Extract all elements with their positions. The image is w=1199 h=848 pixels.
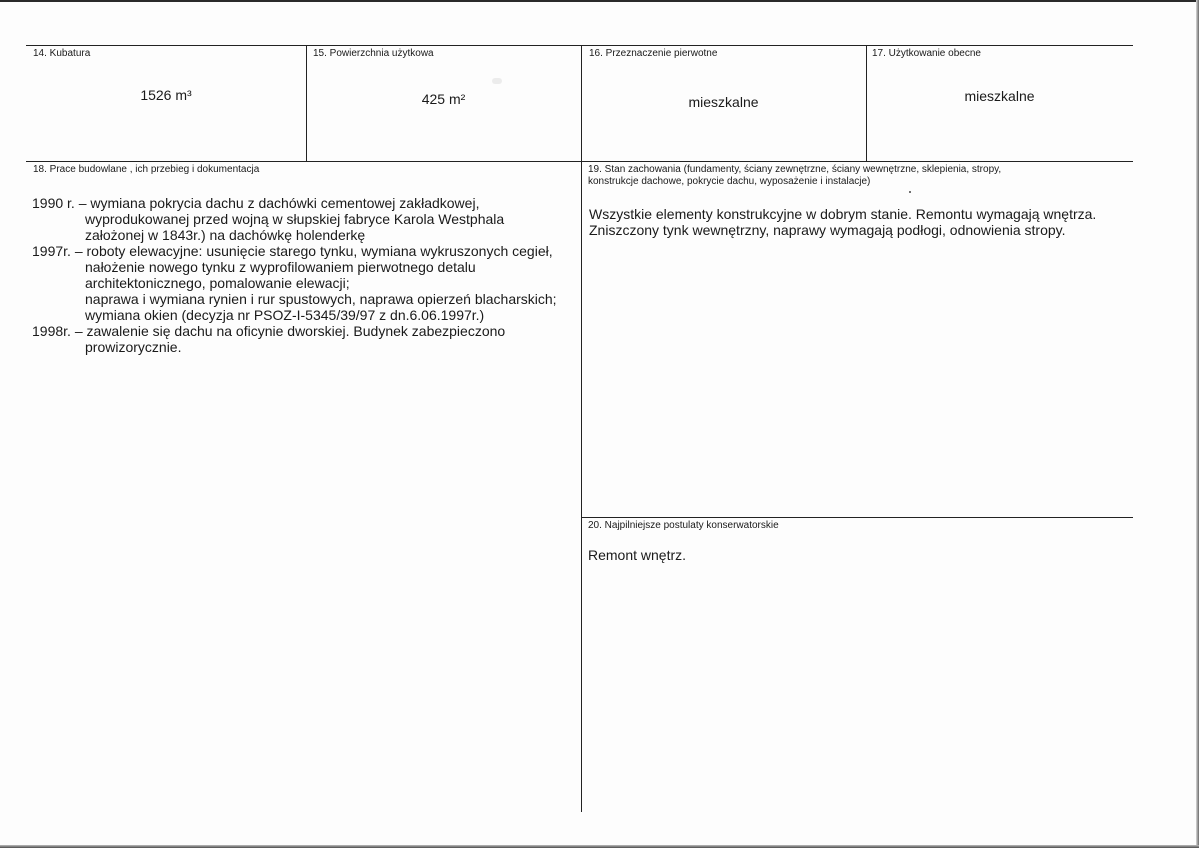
entry-line: nałożenie nowego tynku z wyprofilowaniem pierwotnego detalu	[85, 259, 476, 275]
entry-line: wyprodukowanej przed wojną w słupskiej fabryce Karola Westphala	[85, 211, 505, 227]
scan-edge-top	[0, 0, 1199, 2]
field-16-label: 16. Przeznaczenie pierwotne	[589, 48, 718, 59]
row-divider-top	[26, 161, 1133, 162]
scan-speck	[909, 191, 911, 193]
field-19-text	[589, 206, 1129, 238]
condition-line-2: Zniszczony tynk wewnętrzny, naprawy wymagają podłogi, odnowienia stropy.	[589, 222, 1066, 238]
field-18-label: 18. Prace budowlane , ich przebieg i dokumentacja	[33, 164, 260, 175]
entry-line: 1990 r. – wymiana pokrycia dachu z dachówki cementowej zakładkowej,	[32, 195, 480, 211]
work-entry-1990	[32, 195, 577, 243]
field-19-label-line-1: 19. Stan zachowania (fundamenty, ściany zewnętrzne, ściany wewnętrzne, sklepienia, stropy,	[588, 164, 1002, 175]
field-18-text	[32, 195, 577, 355]
scan-smudge	[492, 78, 502, 84]
field-17-value: mieszkalne	[964, 88, 1035, 104]
field-14-label: 14. Kubatura	[33, 48, 91, 59]
table-top-border	[26, 45, 1133, 46]
entry-line: 1997r. – roboty elewacyjne: usunięcie starego tynku, wymiana wykruszonych cegieł,	[32, 243, 553, 259]
field-19-label	[588, 164, 1001, 188]
condition-line-1: Wszystkie elementy konstrukcyjne w dobrym stanie. Remontu wymagają wnętrza.	[589, 206, 1097, 222]
entry-line: założonej w 1843r.) na dachówkę holenderkę	[85, 227, 366, 243]
entry-line: wymiana okien (decyzja nr PSOZ-I-5345/39/97 z dn.6.06.1997r.)	[85, 307, 485, 323]
entry-line: 1998r. – zawalenie się dachu na oficynie dworskiej. Budynek zabezpieczono	[32, 323, 506, 339]
work-entry-1997	[32, 243, 577, 323]
entry-line: naprawa i wymiana rynien i rur spustowych, naprawa opierzeń blacharskich;	[85, 291, 557, 307]
field-19-label-line-2: konstrukcje dachowe, pokrycie dachu, wyposażenie i instalacje)	[588, 176, 871, 187]
field-14-value: 1526 m³	[140, 87, 192, 103]
entry-line: architektonicznego, pomalowanie elewacji;	[85, 275, 350, 291]
field-16-value: mieszkalne	[688, 94, 759, 110]
field-15-value: 425 m²	[421, 91, 466, 107]
field-20-label: 20. Najpilniejsze postulaty konserwatorskie	[588, 520, 779, 531]
work-entry-1998	[32, 323, 577, 355]
row-divider-19-20	[581, 517, 1133, 518]
field-15-label: 15. Powierzchnia użytkowa	[313, 48, 434, 59]
entry-line: prowizorycznie.	[85, 339, 182, 355]
field-17-label: 17. Użytkowanie obecne	[872, 48, 981, 59]
field-20-text: Remont wnętrz.	[588, 547, 687, 563]
